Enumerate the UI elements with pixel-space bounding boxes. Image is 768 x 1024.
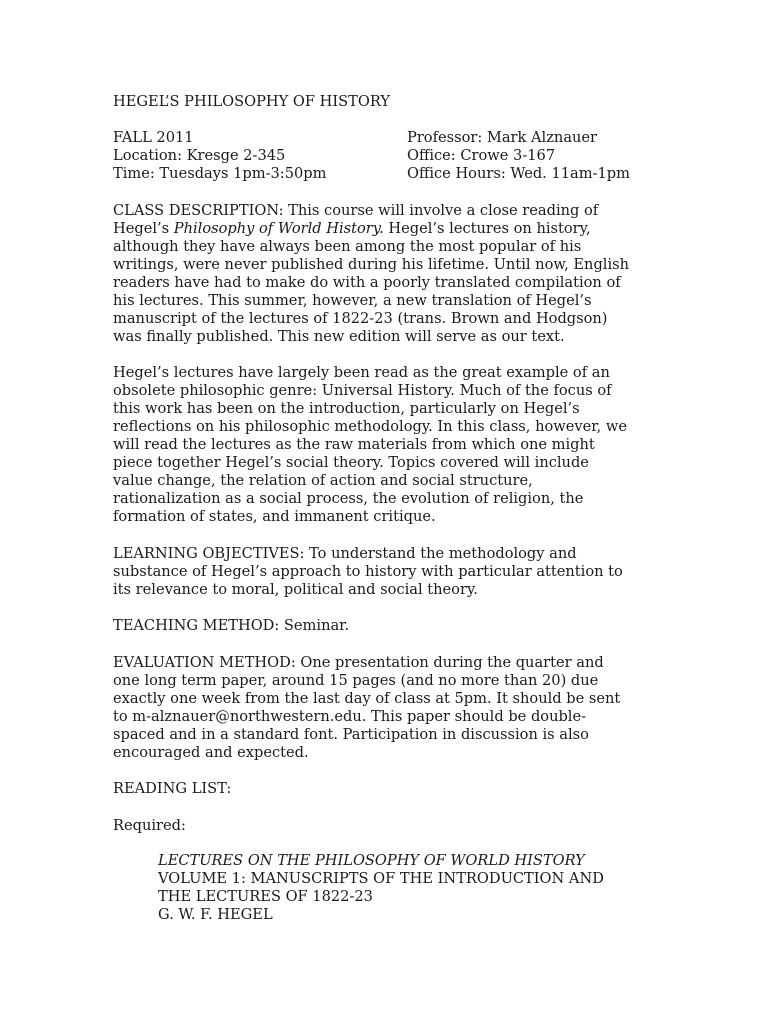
- text-line: LEARNING OBJECTIVES: To understand the methodology and: [113, 545, 577, 562]
- text-line: spaced and in a standard font. Participation in discussion is also: [113, 726, 589, 743]
- text-line: piece together Hegel’s social theory. Topics covered will include: [113, 454, 589, 471]
- text-line: obsolete philosophic genre: Universal History. Much of the focus of: [113, 382, 612, 399]
- text-line: reflections on his philosophic methodology. In this class, however, we: [113, 418, 628, 435]
- term: FALL 2011: [113, 129, 194, 146]
- teaching-method: TEACHING METHOD: Seminar.: [113, 617, 350, 634]
- class-description: [113, 202, 629, 346]
- location: Location: Kresge 2-345: [113, 147, 286, 164]
- text-line: CLASS DESCRIPTION: This course will involve a close reading of: [113, 202, 599, 219]
- text-line: substance of Hegel’s approach to history with particular attention to: [113, 563, 623, 580]
- text-line: [113, 220, 629, 238]
- book-subtitle-cont: THE LECTURES OF 1822-23: [158, 888, 373, 905]
- text-line: will read the lectures as the raw materials from which one might: [113, 436, 595, 453]
- reading-list-heading: READING LIST:: [113, 780, 232, 797]
- book-subtitle: VOLUME 1: MANUSCRIPTS OF THE INTRODUCTION AND: [158, 870, 604, 887]
- required-label: Required:: [113, 817, 186, 834]
- text-line: value change, the relation of action and social structure,: [113, 472, 533, 489]
- time: Time: Tuesdays 1pm-3:50pm: [113, 165, 327, 182]
- text-span: Hegel’s lectures on history,: [383, 220, 591, 237]
- text-line: this work has been on the introduction, particularly on Hegel’s: [113, 400, 580, 417]
- book-title-italic: LECTURES ON THE PHILOSOPHY OF WORLD HISTORY: [158, 852, 585, 869]
- info-row: [113, 147, 658, 165]
- book-title: [158, 852, 604, 870]
- book-title-italic: Philosophy of World History.: [173, 220, 384, 237]
- text-span: Hegel’s: [113, 220, 174, 237]
- info-row: [113, 165, 658, 183]
- text-line: writings, were never published during his lifetime. Until now, English: [113, 256, 630, 273]
- paragraph-two: [113, 364, 627, 526]
- text-line: formation of states, and immanent critique.: [113, 508, 436, 525]
- book-author: G. W. F. HEGEL: [158, 906, 273, 923]
- document-title: HEGEL’S PHILOSOPHY OF HISTORY: [113, 93, 390, 110]
- text-line: rationalization as a social process, the evolution of religion, the: [113, 490, 584, 507]
- info-row: [113, 129, 658, 147]
- course-info: [113, 129, 658, 183]
- office: Office: Crowe 3-167: [407, 147, 556, 164]
- text-line: its relevance to moral, political and social theory.: [113, 581, 478, 598]
- text-line: although they have always been among the most popular of his: [113, 238, 582, 255]
- text-line: encouraged and expected.: [113, 744, 309, 761]
- text-line: EVALUATION METHOD: One presentation during the quarter and: [113, 654, 604, 671]
- learning-objectives: [113, 545, 623, 599]
- text-line: manuscript of the lectures of 1822-23 (trans. Brown and Hodgson): [113, 310, 608, 327]
- required-book: [158, 852, 604, 924]
- text-line: was finally published. This new edition will serve as our text.: [113, 328, 565, 345]
- text-line: Hegel’s lectures have largely been read as the great example of an: [113, 364, 610, 381]
- text-line: readers have had to make do with a poorly translated compilation of: [113, 274, 621, 291]
- text-line: exactly one week from the last day of class at 5pm. It should be sent: [113, 690, 621, 707]
- text-line: to m-alznauer@northwestern.edu. This paper should be double-: [113, 708, 587, 725]
- professor: Professor: Mark Alznauer: [407, 129, 598, 146]
- office-hours: Office Hours: Wed. 11am-1pm: [407, 165, 630, 182]
- text-line: his lectures. This summer, however, a new translation of Hegel’s: [113, 292, 592, 309]
- text-line: one long term paper, around 15 pages (and no more than 20) due: [113, 672, 599, 689]
- evaluation-method: [113, 654, 620, 762]
